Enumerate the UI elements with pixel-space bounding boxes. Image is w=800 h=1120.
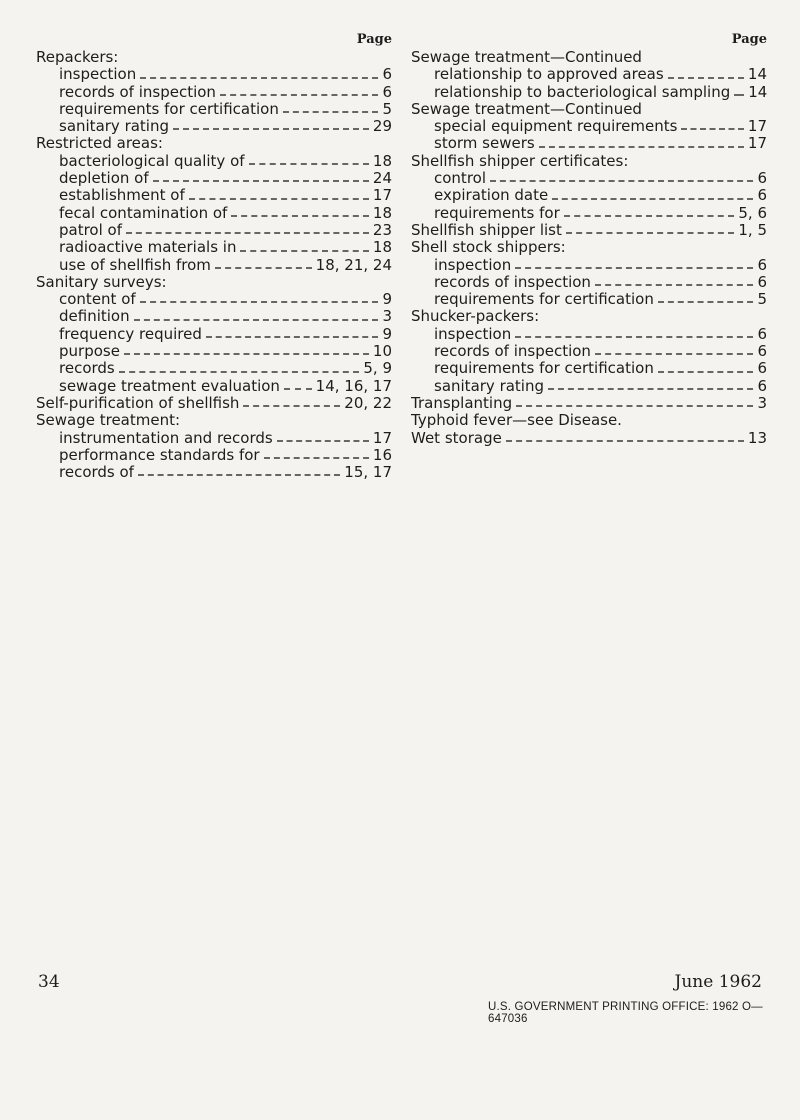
index-heading: Shucker-packers: <box>411 307 540 326</box>
entry-term: frequency required <box>59 325 202 343</box>
entry-term: Transplanting <box>411 394 513 412</box>
entry-page-number: 6 <box>757 187 767 205</box>
entry-term: bacteriological quality of <box>59 152 245 170</box>
entry-page-number: 6 <box>757 273 767 291</box>
entry-term: control <box>434 170 486 188</box>
entry-term: sewage treatment evaluation <box>59 377 280 395</box>
entry-page-number: 18 <box>372 239 392 257</box>
dot-leader <box>490 180 753 182</box>
dot-leader <box>189 198 369 200</box>
entry-term: requirements for <box>434 204 560 222</box>
entry-term: records of inspection <box>434 273 591 291</box>
dot-leader <box>668 77 744 79</box>
index-subentry <box>36 464 392 481</box>
entry-page-number: 29 <box>372 118 392 136</box>
index-entry <box>36 395 392 412</box>
dot-leader <box>126 232 369 234</box>
entry-term: Shellfish shipper list <box>411 221 562 239</box>
entry-page-number: 6 <box>757 360 767 378</box>
entry-term: records of inspection <box>434 343 591 361</box>
entry-page-number: 20, 22 <box>344 394 392 412</box>
entry-term: sanitary rating <box>59 118 170 136</box>
entry-page-number: 17 <box>372 187 392 205</box>
entry-term: Wet storage <box>411 429 502 447</box>
index-subentry <box>411 84 767 101</box>
entry-term: inspection <box>434 325 512 343</box>
entry-term: depletion of <box>59 170 149 188</box>
entry-term: inspection <box>434 256 512 274</box>
entry-page-number: 18, 21, 24 <box>315 256 392 274</box>
dot-leader <box>506 440 744 442</box>
entry-page-number: 6 <box>382 66 392 84</box>
entry-term: use of shellfish from <box>59 256 211 274</box>
dot-leader <box>658 371 754 373</box>
index-heading: Sewage treatment: <box>36 411 181 430</box>
entry-page-number: 6 <box>757 377 767 395</box>
index-subentry <box>36 222 392 239</box>
entry-term: relationship to approved areas <box>434 66 664 84</box>
entry-term: purpose <box>59 343 120 361</box>
index-subentry <box>36 170 392 187</box>
entry-term: expiration date <box>434 187 549 205</box>
dot-leader <box>153 180 369 182</box>
entry-page-number: 5 <box>382 100 392 118</box>
dot-leader <box>548 388 753 390</box>
entry-page-number: 16 <box>372 446 392 464</box>
index-subentry <box>36 84 392 101</box>
entry-term: instrumentation and records <box>59 429 273 447</box>
dot-leader <box>516 405 753 407</box>
entry-page-number: 1, 5 <box>738 221 767 239</box>
dot-leader <box>734 94 744 96</box>
index-subentry <box>36 153 392 170</box>
dot-leader <box>277 440 369 442</box>
index-column-left <box>36 32 392 481</box>
index-subentry <box>36 239 392 256</box>
index-heading: Repackers: <box>36 48 119 66</box>
entry-page-number: 14, 16, 17 <box>315 377 392 395</box>
entry-term: requirements for certification <box>434 291 654 309</box>
index-subentry <box>36 66 392 83</box>
dot-leader <box>140 77 378 79</box>
dot-leader <box>240 250 368 252</box>
index-subentry <box>411 274 767 291</box>
entry-term: inspection <box>59 66 137 84</box>
index-subentry <box>36 291 392 308</box>
entry-page-number: 5, 9 <box>363 360 392 378</box>
entry-term: content of <box>59 291 136 309</box>
page-column-label: Page <box>356 32 392 47</box>
dot-leader <box>220 94 379 96</box>
index-subentry <box>36 101 392 118</box>
dot-leader <box>243 405 340 407</box>
dot-leader <box>284 388 312 390</box>
dot-leader <box>134 319 379 321</box>
entry-page-number: 14 <box>747 66 767 84</box>
entry-page-number: 5, 6 <box>738 204 767 222</box>
entry-term: requirements for certification <box>434 360 654 378</box>
entry-page-number: 17 <box>747 118 767 136</box>
entry-page-number: 3 <box>382 308 392 326</box>
index-heading: Typhoid fever—see Disease. <box>411 411 622 430</box>
entry-page-number: 18 <box>372 152 392 170</box>
index-heading: Sanitary surveys: <box>36 272 167 291</box>
index-subentry <box>36 308 392 325</box>
entry-page-number: 5 <box>757 291 767 309</box>
index-subentry <box>36 118 392 135</box>
index-subentry <box>36 360 392 377</box>
index-subentry <box>36 430 392 447</box>
index-subentry <box>411 66 767 83</box>
entry-page-number: 17 <box>747 135 767 153</box>
entry-term: sanitary rating <box>434 377 545 395</box>
index-subentry <box>36 257 392 274</box>
dot-leader <box>140 301 379 303</box>
entry-page-number: 3 <box>757 394 767 412</box>
index-heading: Shell stock shippers: <box>411 238 566 257</box>
index-heading: Sewage treatment—Continued <box>411 48 642 66</box>
dot-leader <box>515 336 753 338</box>
entry-term: storm sewers <box>434 135 535 153</box>
entry-page-number: 14 <box>748 83 767 101</box>
entry-term: records of inspection <box>59 83 216 101</box>
index-subentry <box>411 187 767 204</box>
entry-page-number: 6 <box>757 325 767 343</box>
entry-page-number: 6 <box>757 256 767 274</box>
index-subentry <box>36 187 392 204</box>
index-subentry <box>36 447 392 464</box>
entry-page-number: 6 <box>382 83 392 101</box>
entry-term: radioactive materials in <box>59 239 237 257</box>
entry-page-number: 9 <box>382 291 392 309</box>
entry-page-number: 6 <box>757 343 767 361</box>
dot-leader <box>264 457 369 459</box>
index-subentry <box>411 135 767 152</box>
entry-term: definition <box>59 308 130 326</box>
entry-page-number: 6 <box>757 170 767 188</box>
page-number: 34 <box>38 972 60 992</box>
index-heading: Shellfish shipper certificates: <box>411 151 629 170</box>
entry-term: patrol of <box>59 221 123 239</box>
entry-page-number: 15, 17 <box>344 464 392 482</box>
index-entry <box>411 222 767 239</box>
index-subentry <box>411 257 767 274</box>
index-subentry <box>411 291 767 308</box>
entry-page-number: 13 <box>747 429 767 447</box>
index-subentry <box>36 326 392 343</box>
entry-page-number: 23 <box>372 221 392 239</box>
entry-page-number: 17 <box>372 429 392 447</box>
entry-page-number: 18 <box>372 204 392 222</box>
entry-page-number: 9 <box>382 325 392 343</box>
printer-imprint: U.S. GOVERNMENT PRINTING OFFICE: 1962 O—647036 <box>488 1001 763 1025</box>
index-entries-left <box>36 49 392 481</box>
index-subentry <box>411 326 767 343</box>
dot-leader <box>539 146 744 148</box>
dot-leader <box>595 353 754 355</box>
entry-page-number: 10 <box>372 343 392 361</box>
entry-term: performance standards for <box>59 446 260 464</box>
index-subentry <box>411 360 767 377</box>
index-subentry <box>36 205 392 222</box>
dot-leader <box>515 267 753 269</box>
index-subentry <box>411 170 767 187</box>
index-subentry <box>411 118 767 135</box>
dot-leader <box>231 215 369 217</box>
dot-leader <box>283 111 379 113</box>
dot-leader <box>566 232 735 234</box>
index-entries-right <box>411 49 767 447</box>
index-subentry <box>411 378 767 395</box>
dot-leader <box>595 284 754 286</box>
entry-term: records <box>59 360 115 378</box>
entry-term: relationship to bacteriological sampling <box>434 83 731 101</box>
index-subentry <box>411 343 767 360</box>
entry-term: establishment of <box>59 187 185 205</box>
entry-term: Self-purification of shellfish <box>36 394 240 412</box>
index-heading: Sewage treatment—Continued <box>411 99 642 118</box>
entry-page-number: 24 <box>372 170 392 188</box>
entry-term: special equipment requirements <box>434 118 678 136</box>
index-subentry <box>411 205 767 222</box>
index-column-right <box>411 32 767 447</box>
dot-leader <box>124 353 369 355</box>
dot-leader <box>249 163 369 165</box>
publication-date: June 1962 <box>674 972 762 992</box>
dot-leader <box>206 336 379 338</box>
dot-leader <box>119 371 360 373</box>
entry-term: requirements for certification <box>59 100 279 118</box>
dot-leader <box>681 128 743 130</box>
index-heading: Restricted areas: <box>36 134 163 153</box>
dot-leader <box>173 128 369 130</box>
dot-leader <box>658 301 754 303</box>
page-column-label: Page <box>731 32 767 47</box>
entry-term: fecal contamination of <box>59 204 228 222</box>
dot-leader <box>138 474 340 476</box>
entry-term: records of <box>59 464 134 482</box>
index-entry <box>411 395 767 412</box>
dot-leader <box>215 267 312 269</box>
dot-leader <box>564 215 735 217</box>
index-subentry <box>36 343 392 360</box>
index-entry <box>411 430 767 447</box>
dot-leader <box>552 198 753 200</box>
index-subentry <box>36 378 392 395</box>
